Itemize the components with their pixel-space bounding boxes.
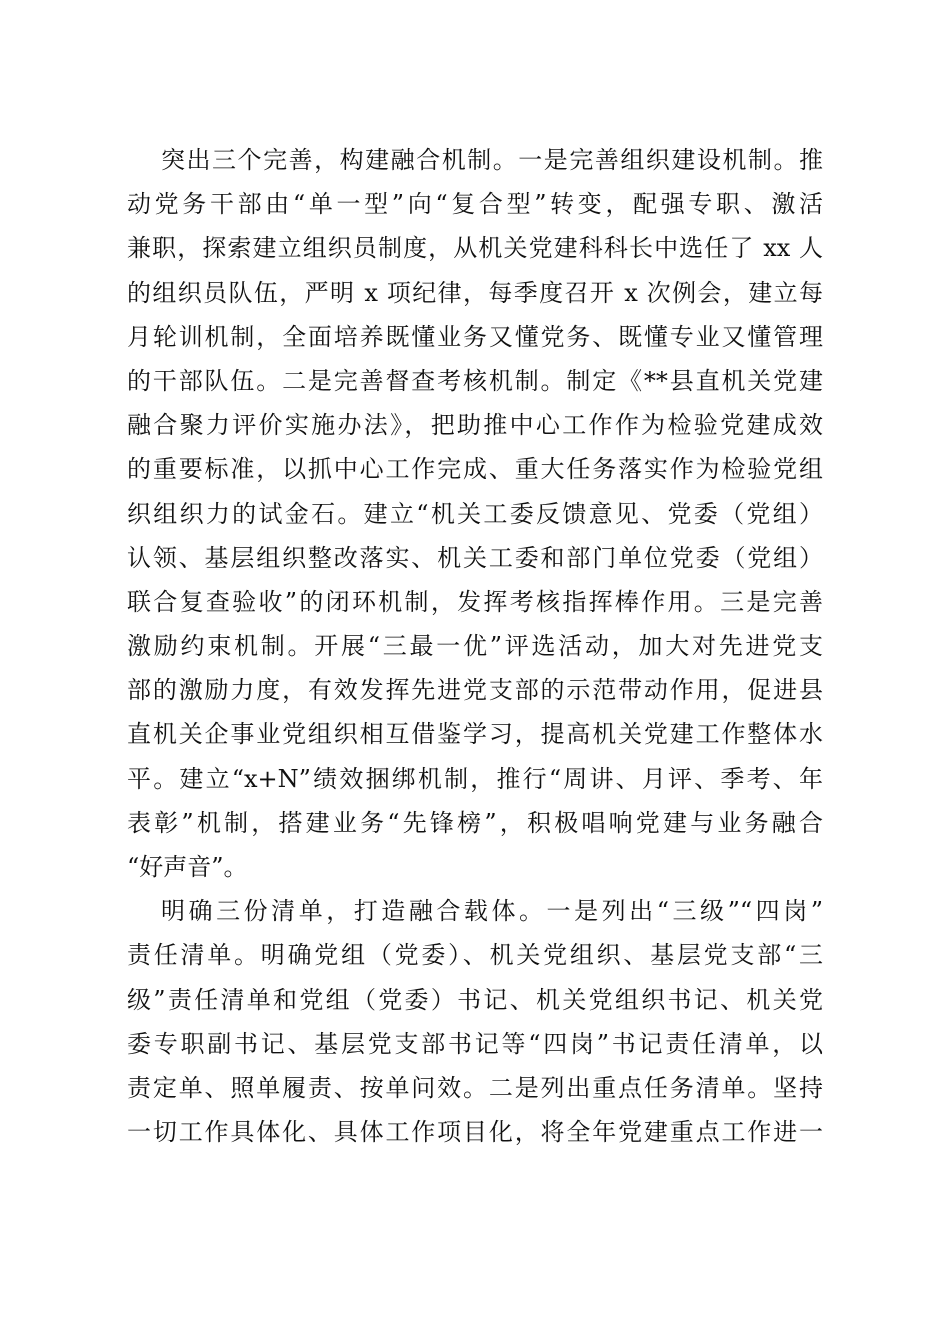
paragraph-2-line-1: 明确三份清单，打造融合载体。一是列出“三级”“四岗”	[161, 897, 823, 926]
paragraph-1	[127, 138, 823, 889]
paragraph-1-line-7: 融合聚力评价实施办法》，把助推中心工作作为检验党建成效	[127, 411, 823, 440]
paragraph-1-line-12: 激励约束机制。开展“三最一优”评选活动，加大对先进党支	[127, 632, 823, 661]
paragraph-2-line-4: 委专职副书记、基层党支部书记等“四岗”书记责任清单，以	[127, 1029, 823, 1058]
paragraph-2-line-3: 级”责任清单和党组（党委）书记、机关党组织书记、机关党	[127, 985, 823, 1014]
paragraph-1-line-17: “好声音”。	[127, 853, 248, 881]
paragraph-1-line-3: 兼职，探索建立组织员制度，从机关党建科科长中选任了 xx 人	[127, 234, 823, 263]
paragraph-1-line-14: 直机关企事业党组织相互借鉴学习，提高机关党建工作整体水	[127, 720, 823, 749]
paragraph-2	[127, 889, 823, 1154]
document-body	[127, 138, 823, 1154]
paragraph-1-line-6: 的干部队伍。二是完善督查考核机制。制定《**县直机关党建	[127, 366, 823, 395]
paragraph-1-line-11: 联合复查验收”的闭环机制，发挥考核指挥棒作用。三是完善	[127, 587, 823, 616]
paragraph-2-line-2: 责任清单。明确党组（党委）、机关党组织、基层党支部“三	[127, 941, 823, 970]
paragraph-2-line-6: 一切工作具体化、具体工作项目化，将全年党建重点工作进一	[127, 1118, 823, 1147]
paragraph-1-line-8: 的重要标准，以抓中心工作完成、重大任务落实作为检验党组	[127, 455, 823, 484]
paragraph-1-line-1: 突出三个完善，构建融合机制。一是完善组织建设机制。推	[161, 146, 823, 174]
paragraph-1-line-16: 表彰”机制，搭建业务“先锋榜”，积极唱响党建与业务融合	[127, 808, 823, 837]
paragraph-1-line-4: 的组织员队伍，严明 x 项纪律，每季度召开 x 次例会，建立每	[127, 278, 823, 307]
paragraph-1-line-5: 月轮训机制，全面培养既懂业务又懂党务、既懂专业又懂管理	[127, 322, 823, 351]
paragraph-1-line-9: 织组织力的试金石。建立“机关工委反馈意见、党委（党组）	[127, 499, 823, 528]
paragraph-1-line-13: 部的激励力度，有效发挥先进党支部的示范带动作用，促进县	[127, 676, 823, 705]
paragraph-1-line-15: 平。建立“x+N”绩效捆绑机制，推行“周讲、月评、季考、年	[127, 764, 823, 793]
paragraph-1-line-10: 认领、基层组织整改落实、机关工委和部门单位党委（党组）	[127, 543, 823, 572]
paragraph-2-line-5: 责定单、照单履责、按单问效。二是列出重点任务清单。坚持	[127, 1073, 823, 1102]
paragraph-1-line-2: 动党务干部由“单一型”向“复合型”转变，配强专职、激活	[127, 190, 823, 219]
